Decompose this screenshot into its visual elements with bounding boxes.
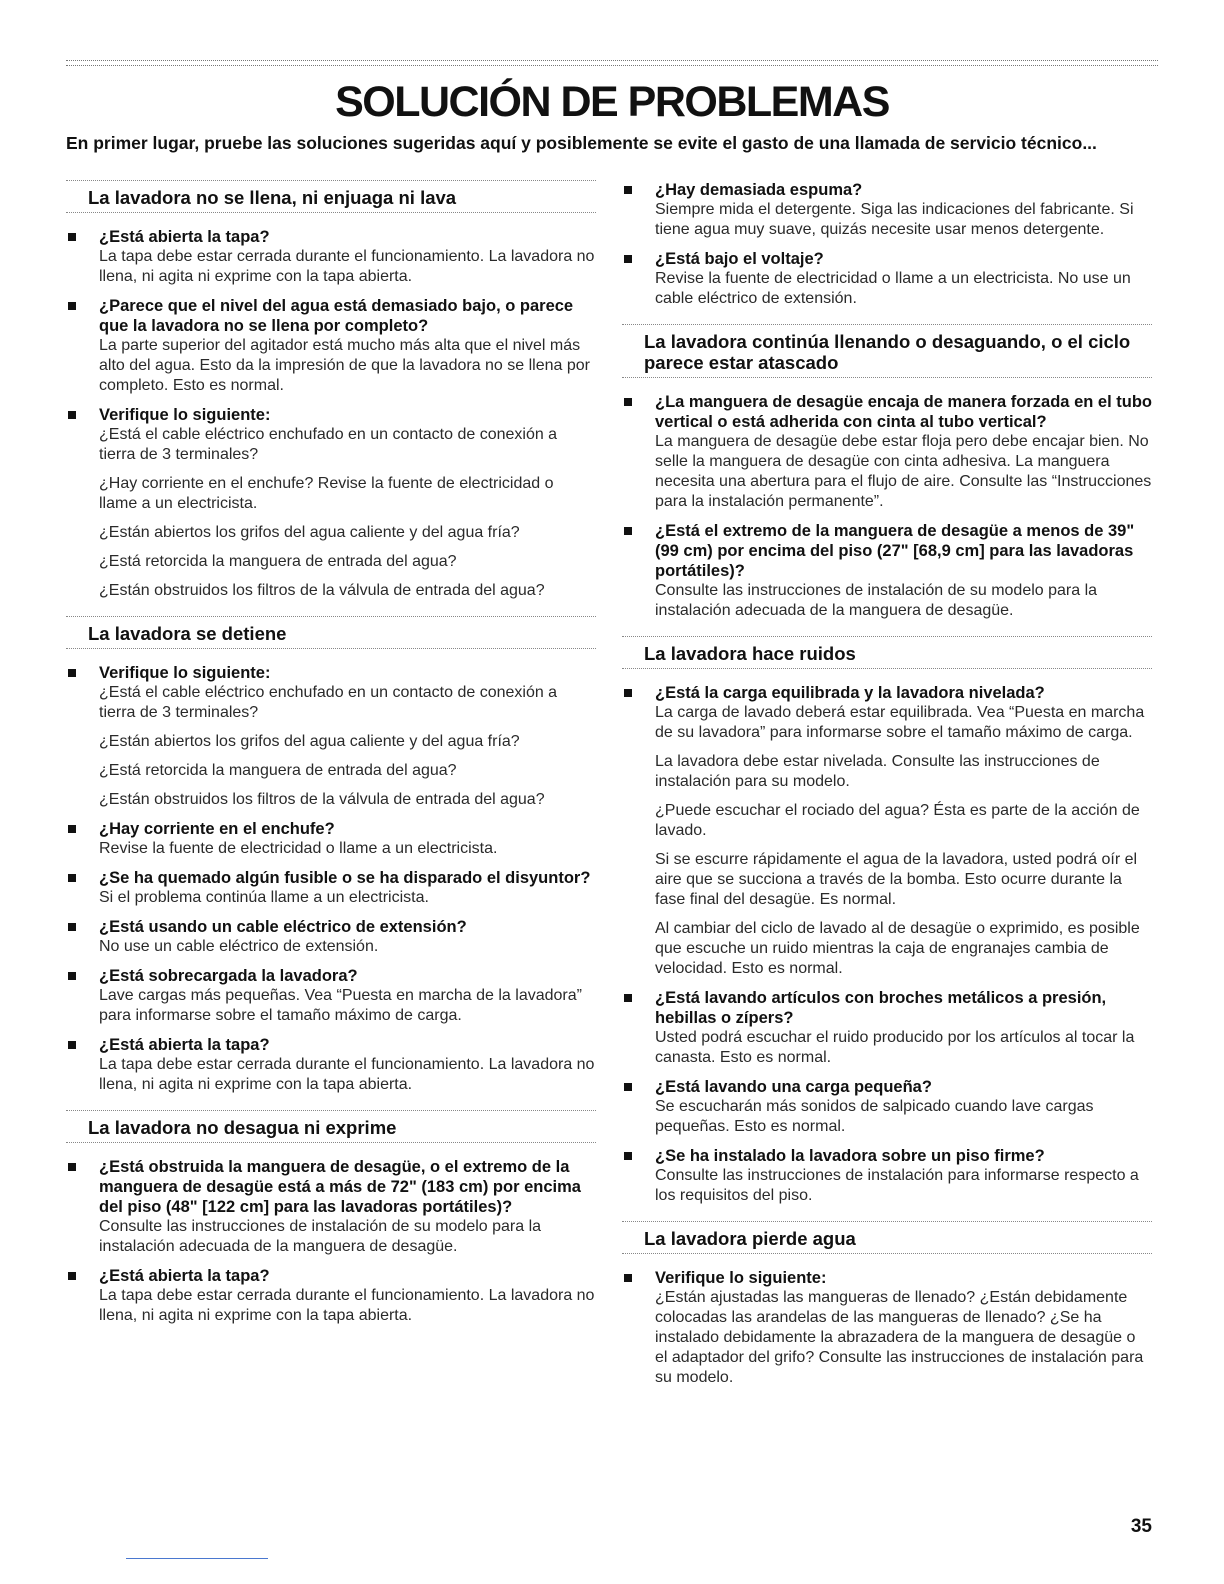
problem-answer: La lavadora debe estar nivelada. Consulte las instrucciones de instalación para su modelo. (655, 753, 1100, 790)
square-bullet-icon (68, 411, 76, 419)
problem-answer: ¿Están abiertos los grifos del agua caliente y del agua fría? (99, 733, 520, 750)
intro-text: En primer lugar, pruebe las soluciones sugeridas aquí y posiblemente se evite el gasto de una llamada de servicio técnico... (66, 133, 1097, 153)
problem-answer: Revise la fuente de electricidad o llame a un electricista. No use un cable eléctrico de extensión. (655, 270, 1131, 307)
section-heading: La lavadora hace ruidos (644, 643, 856, 664)
problem-item (66, 405, 596, 601)
square-bullet-icon (68, 1163, 76, 1171)
problem-question: ¿Está obstruida la manguera de desagüe, o el extremo de la manguera de desagüe está a más de 72" (183 cm) por encima del piso (48" [122 cm] para las lavadoras portátiles)? (99, 1158, 581, 1216)
section-la-lavadora-no-se-llena-ni-enjuaga-ni-la (66, 180, 596, 601)
square-bullet-icon (624, 689, 632, 697)
problem-answer: Siempre mida el detergente. Siga las indicaciones del fabricante. Si tiene agua muy suave, quizás necesite usar menos detergente. (655, 201, 1134, 238)
square-bullet-icon (68, 874, 76, 882)
square-bullet-icon (68, 669, 76, 677)
problem-item (622, 392, 1152, 512)
problem-item (66, 917, 596, 957)
footer-line (126, 1558, 268, 1559)
section-heading: La lavadora se detiene (88, 623, 287, 644)
section-heading-bar (66, 1110, 596, 1143)
problem-answer: Al cambiar del ciclo de lavado al de desagüe o exprimido, es posible que escuche un ruido mientras la caja de engranajes cambia de velocidad. Esto es normal. (655, 920, 1140, 977)
problem-answer: Se escucharán más sonidos de salpicado cuando lave cargas pequeñas. Esto es normal. (655, 1098, 1094, 1135)
problem-question: Verifique lo siguiente: (99, 406, 271, 424)
problem-answer: ¿Están obstruidos los filtros de la válvula de entrada del agua? (99, 791, 545, 808)
square-bullet-icon (68, 1041, 76, 1049)
section-heading-bar (622, 324, 1152, 378)
problem-question: ¿Hay demasiada espuma? (655, 181, 863, 199)
problem-question: Verifique lo siguiente: (655, 1269, 827, 1287)
problem-answer: ¿Hay corriente en el enchufe? Revise la fuente de electricidad o llame a un electricista. (99, 475, 554, 512)
square-bullet-icon (624, 255, 632, 263)
problem-question: ¿Está abierta la tapa? (99, 228, 270, 246)
problem-question: ¿Está lavando artículos con broches metálicos a presión, hebillas o zípers? (655, 989, 1107, 1027)
problem-answer: Revise la fuente de electricidad o llame a un electricista. (99, 840, 498, 857)
problem-question: ¿Está lavando una carga pequeña? (655, 1078, 932, 1096)
problem-question: ¿Está la carga equilibrada y la lavadora nivelada? (655, 684, 1045, 702)
section-heading: La lavadora no se llena, ni enjuaga ni lava (88, 187, 457, 208)
left-column (66, 180, 596, 1341)
problem-item (622, 249, 1152, 309)
problem-question: ¿Se ha instalado la lavadora sobre un piso firme? (655, 1147, 1045, 1165)
problem-question: ¿Está abierta la tapa? (99, 1036, 270, 1054)
square-bullet-icon (624, 398, 632, 406)
square-bullet-icon (68, 233, 76, 241)
problem-question: ¿Se ha quemado algún fusible o se ha disparado el disyuntor? (99, 869, 591, 887)
square-bullet-icon (68, 1272, 76, 1280)
problem-answer: Consulte las instrucciones de instalación para informarse respecto a los requisitos del piso. (655, 1167, 1139, 1204)
square-bullet-icon (68, 302, 76, 310)
problem-item (622, 180, 1152, 240)
square-bullet-icon (624, 1152, 632, 1160)
problem-answer: Consulte las instrucciones de instalación de su modelo para la instalación adecuada de la manguera de desagüe. (99, 1218, 542, 1255)
problem-item (66, 227, 596, 287)
page-number: 35 (1130, 1516, 1152, 1537)
problem-question: ¿Está abierta la tapa? (99, 1267, 270, 1285)
problem-question: ¿Está bajo el voltaje? (655, 250, 824, 268)
section-la-lavadora-se-detiene (66, 616, 596, 1095)
problem-answer: La manguera de desagüe debe estar floja pero debe encajar bien. No selle la manguera de desagüe con cinta adhesiva. La manguera necesita una abertura para el flujo de aire. Consulte las “Instrucciones para la instalación permanente”. (655, 433, 1152, 510)
problem-answer: La tapa debe estar cerrada durante el funcionamiento. La lavadora no llena, ni agita ni exprime con la tapa abierta. (99, 248, 595, 285)
problem-answer: La carga de lavado deberá estar equilibrada. Vea “Puesta en marcha de su lavadora” para informarse sobre el tamaño máximo de carga. (655, 704, 1145, 741)
problem-item (66, 663, 596, 810)
top-dotted-rule (66, 60, 1158, 66)
problem-answer: ¿Puede escuchar el rociado del agua? Ésta es parte de la acción de lavado. (655, 802, 1140, 839)
problem-answer: Usted podrá escuchar el ruido producido por los artículos al tocar la canasta. Esto es normal. (655, 1029, 1135, 1066)
square-bullet-icon (68, 825, 76, 833)
square-bullet-icon (624, 527, 632, 535)
section-la-lavadora-pierde-agua (622, 1221, 1152, 1388)
section-heading: La lavadora no desagua ni exprime (88, 1117, 397, 1138)
problem-item (66, 1157, 596, 1257)
page-title: SOLUCIÓN DE PROBLEMAS (335, 78, 889, 126)
square-bullet-icon (624, 994, 632, 1002)
problem-answer: ¿Está retorcida la manguera de entrada del agua? (99, 553, 457, 570)
square-bullet-icon (624, 1274, 632, 1282)
problem-question: ¿Hay corriente en el enchufe? (99, 820, 335, 838)
problem-question: ¿Está sobrecargada la lavadora? (99, 967, 358, 985)
section-continued (622, 180, 1152, 309)
square-bullet-icon (624, 1083, 632, 1091)
problem-question: ¿Está usando un cable eléctrico de extensión? (99, 918, 467, 936)
problem-answer: ¿Está el cable eléctrico enchufado en un contacto de conexión a tierra de 3 terminales? (99, 426, 558, 463)
problem-answer: ¿Están abiertos los grifos del agua caliente y del agua fría? (99, 524, 520, 541)
square-bullet-icon (68, 972, 76, 980)
problem-answer: ¿Está el cable eléctrico enchufado en un contacto de conexión a tierra de 3 terminales? (99, 684, 558, 721)
problem-answer: La tapa debe estar cerrada durante el funcionamiento. La lavadora no llena, ni agita ni exprime con la tapa abierta. (99, 1056, 595, 1093)
section-heading-bar (622, 1221, 1152, 1254)
problem-item (622, 1268, 1152, 1388)
problem-answer: No use un cable eléctrico de extensión. (99, 938, 379, 955)
right-column (622, 180, 1152, 1403)
section-heading-bar (622, 636, 1152, 669)
problem-question: ¿La manguera de desagüe encaja de manera forzada en el tubo vertical o está adherida con cinta al tubo vertical? (655, 393, 1152, 431)
section-heading-bar (66, 616, 596, 649)
problem-item (622, 1146, 1152, 1206)
section-heading: La lavadora continúa llenando o desaguando, o el ciclo parece estar atascado (644, 331, 1131, 373)
problem-item (66, 819, 596, 859)
section-la-lavadora-continua-llenando-o-desaguan (622, 324, 1152, 621)
section-la-lavadora-hace-ruidos (622, 636, 1152, 1206)
square-bullet-icon (624, 186, 632, 194)
problem-question: ¿Parece que el nivel del agua está demasiado bajo, o parece que la lavadora no se llena por completo? (99, 297, 574, 335)
problem-answer: ¿Está retorcida la manguera de entrada del agua? (99, 762, 457, 779)
problem-item (66, 966, 596, 1026)
problem-answer: Si se escurre rápidamente el agua de la lavadora, usted podrá oír el aire que se succiona a través de la bomba. Esto ocurre durante la fase final del desagüe. Es normal. (655, 851, 1138, 908)
problem-item (622, 1077, 1152, 1137)
section-la-lavadora-no-desagua-ni-exprime (66, 1110, 596, 1326)
problem-answer: Consulte las instrucciones de instalación de su modelo para la instalación adecuada de la manguera de desagüe. (655, 582, 1098, 619)
problem-answer: Si el problema continúa llame a un electricista. (99, 889, 429, 906)
problem-item (622, 521, 1152, 621)
problem-answer: ¿Están obstruidos los filtros de la válvula de entrada del agua? (99, 582, 545, 599)
problem-item (622, 683, 1152, 979)
problem-answer: Lave cargas más pequeñas. Vea “Puesta en marcha de la lavadora” para informarse sobre el tamaño máximo de carga. (99, 987, 582, 1024)
problem-question: ¿Está el extremo de la manguera de desagüe a menos de 39" (99 cm) por encima del piso (27" [68,9 cm] para las lavadoras portátiles)? (655, 522, 1135, 580)
problem-item (66, 1035, 596, 1095)
section-heading: La lavadora pierde agua (644, 1228, 856, 1249)
problem-question: Verifique lo siguiente: (99, 664, 271, 682)
square-bullet-icon (68, 923, 76, 931)
problem-answer: La tapa debe estar cerrada durante el funcionamiento. La lavadora no llena, ni agita ni exprime con la tapa abierta. (99, 1287, 595, 1324)
section-heading-bar (66, 180, 596, 213)
problem-answer: La parte superior del agitador está mucho más alta que el nivel más alto del agua. Esto da la impresión de que la lavadora no se llena por completo. Esto es normal. (99, 337, 590, 394)
problem-item (66, 296, 596, 396)
problem-item (66, 868, 596, 908)
problem-item (66, 1266, 596, 1326)
problem-answer: ¿Están ajustadas las mangueras de llenado? ¿Están debidamente colocadas las arandelas de las mangueras de llenado? ¿Se ha instalado debidamente la abrazadera de la manguera de desagüe o el adaptador del grifo? Consulte las instrucciones de instalación para su modelo. (655, 1289, 1144, 1386)
problem-item (622, 988, 1152, 1068)
